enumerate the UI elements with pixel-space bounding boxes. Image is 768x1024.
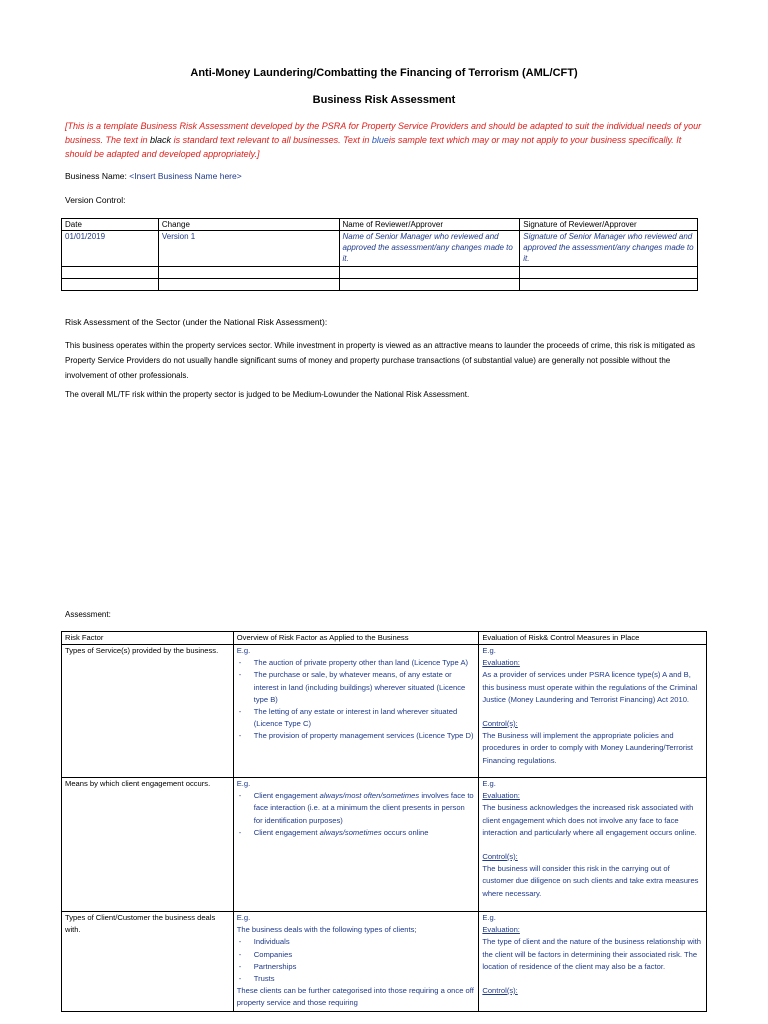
- empty-cell[interactable]: [339, 267, 520, 279]
- list-item: - Individuals: [237, 936, 476, 948]
- business-name-line: Business Name: <Insert Business Name here>: [65, 171, 242, 181]
- risk-factor-cell: Means by which client engagement occurs.: [62, 778, 234, 912]
- overview-cell[interactable]: E.g. - Client engagement always/most often/sometimes involves face to face interaction (i.e. at a minimum the client presents in person for identification purposes) - Client engagement always/sometimes occurs online: [233, 778, 479, 912]
- column-header: Signature of Reviewer/Approver: [520, 219, 698, 231]
- list-item: - The purchase or sale, by whatever means, of any estate or interest in land (including buildings) wherever situated (Licence type B): [237, 669, 476, 706]
- evaluation-cell[interactable]: E.g. Evaluation: The business acknowledges the increased risk associated with client engagement which does not involve any face to face interaction and particularly where all engagement occurs online. Control(s): The business will consider this risk in the carrying out of customer due diligence on such clients and take extra measures where necessary.: [479, 778, 707, 912]
- reviewer-cell[interactable]: Name of Senior Manager who reviewed and approved the assessment/any changes made to it.: [339, 231, 520, 267]
- column-header: Change: [158, 219, 339, 231]
- overview-cell[interactable]: E.g. The business deals with the following types of clients; - Individuals - Companies - Partnerships - Trusts These clients can be further categorised into those requiring a once off property service and those requiring: [233, 912, 479, 1012]
- column-header: Overview of Risk Factor as Applied to the Business: [233, 632, 479, 645]
- evaluation-cell[interactable]: E.g. Evaluation: As a provider of services under PSRA licence type(s) A and B, this business must operate within the regulations of the Criminal Justice (Money Laundering and Terrorist Financing) Act 2010. Control(s): The Business will implement the appropriate policies and procedures in order to comply with Money Laundering/Terrorist Financing regulations.: [479, 645, 707, 778]
- table-row: [62, 912, 707, 1012]
- empty-cell[interactable]: [339, 279, 520, 291]
- table-row: [62, 231, 698, 267]
- empty-cell[interactable]: [158, 267, 339, 279]
- list-item: - Companies: [237, 949, 476, 961]
- list-item: - The letting of any estate or interest in land wherever situated (Licence Type C): [237, 706, 476, 730]
- column-header: Date: [62, 219, 159, 231]
- document-subtitle: Business Risk Assessment: [312, 94, 456, 106]
- list-item: - Client engagement always/most often/sometimes involves face to face interaction (i.e. at a minimum the client presents in person for identification purposes): [237, 790, 476, 827]
- version-control-table: [61, 218, 698, 291]
- risk-factor-cell: Types of Client/Customer the business deals with.: [62, 912, 234, 1012]
- list-item: - Client engagement always/sometimes occurs online: [237, 827, 476, 839]
- version-control-label: Version Control:: [65, 195, 126, 205]
- change-cell[interactable]: Version 1: [158, 231, 339, 267]
- empty-cell[interactable]: [62, 267, 159, 279]
- table-row: [62, 645, 707, 778]
- assessment-table: [61, 631, 707, 1012]
- overview-cell[interactable]: E.g. - The auction of private property other than land (Licence Type A) - The purchase or sale, by whatever means, of any estate or interest in land (including buildings) wherever situated (Licence type B) - The letting of any estate or interest in land wherever situated (Licence Type C) - The provision of property management services (Licence Type D): [233, 645, 479, 778]
- date-cell[interactable]: 01/01/2019: [62, 231, 159, 267]
- empty-cell[interactable]: [62, 279, 159, 291]
- document-title: Anti-Money Laundering/Combatting the Financing of Terrorism (AML/CFT): [190, 67, 578, 79]
- empty-cell[interactable]: [520, 279, 698, 291]
- sector-paragraph: This business operates within the property services sector. While investment in property is viewed as an attractive means to launder the proceeds of crime, this risk is mitigated as Property Service Providers do not usually handle significant sums of money and property purchase transactions (of substantial value) are generally not possible without the involvement of other professionals.: [65, 341, 696, 380]
- table-row: [62, 267, 698, 279]
- sector-risk-statement: The overall ML/TF risk within the property sector is judged to be Medium-Lowunder the National Risk Assessment.: [65, 390, 470, 399]
- risk-factor-cell: Types of Service(s) provided by the business.: [62, 645, 234, 778]
- business-name-placeholder[interactable]: <Insert Business Name here>: [129, 171, 242, 181]
- column-header: Risk Factor: [62, 632, 234, 645]
- column-header: Name of Reviewer/Approver: [339, 219, 520, 231]
- table-header-row: [62, 219, 698, 231]
- list-item: - The auction of private property other than land (Licence Type A): [237, 657, 476, 669]
- table-row: [62, 279, 698, 291]
- assessment-label: Assessment:: [65, 610, 111, 619]
- table-row: [62, 778, 707, 912]
- sector-heading: Risk Assessment of the Sector (under the National Risk Assessment):: [65, 317, 328, 327]
- template-note: [This is a template Business Risk Assessment developed by the PSRA for Property Service Providers and should be adapted to suit the individual needs of your business. The text in black is standard text relevant to all businesses. Text in blueis sample text which may or may not apply to your business specifically. It should be adapted and developed appropriately.]: [65, 121, 702, 159]
- list-item: - Partnerships: [237, 961, 476, 973]
- evaluation-cell[interactable]: E.g. Evaluation: The type of client and the nature of the business relationship with the client will be factors in determining their associated risk. The location of residence of the client may also be a factor. Control(s):: [479, 912, 707, 1012]
- empty-cell[interactable]: [158, 279, 339, 291]
- empty-cell[interactable]: [520, 267, 698, 279]
- table-header-row: [62, 632, 707, 645]
- list-item: - The provision of property management services (Licence Type D): [237, 730, 476, 742]
- column-header: Evaluation of Risk& Control Measures in Place: [479, 632, 707, 645]
- signature-cell[interactable]: Signature of Senior Manager who reviewed and approved the assessment/any changes made to it.: [520, 231, 698, 267]
- list-item: - Trusts: [237, 973, 476, 985]
